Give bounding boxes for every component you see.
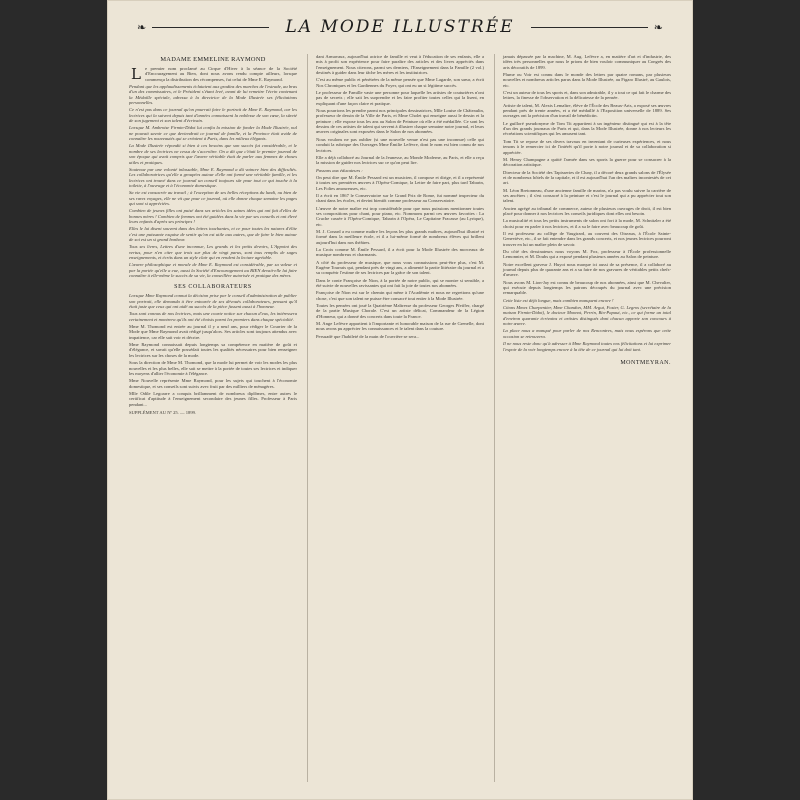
article-paragraph: Passons aux éducateurs : [316,167,363,173]
article-paragraph: dant Armavaux, aujourd'hui actrice de famille et veut à l'éducation de ses enfants, elle a mis à profit son expérience pour faire paraître des articles et des livres appréciés dans l'enseignement. Nous citerons, parmi ses derniers, l'Enseignement dans la Famille (2 vol.) destinés à guider dans leur tâche les mères et les institutrices. [316,54,484,76]
article-paragraph: Lorsque Mme Raymond connut la décision prise par le conseil d'administration de publier son portrait, elle demanda à être entourée de ses dévoués collaborateurs, pensant qu'il était juste que ceux qui ont aidé au succès de la pièce fussent aussi à l'honneur. [129,293,297,310]
drop-cap: L [131,65,141,83]
article-paragraph: La Mode Illustrée répondit si bien à ces besoins que son succès fut considérable, et le nombre de ses lectrices ne cessa de s'accroître. On a dit que c'était le premier journal de son époque qui avait compris que l'œuvre véritable était de parler aux femmes de choses utiles et pratiques. [129,143,297,165]
article-paragraph: La Croix comme M. Émile Pessard, il a écrit pour la Mode Illustrée des morceaux de musique nombreux et charmants. [316,247,484,258]
article-paragraph: L'œuvre philosophique et morale de Mme E. Raymond est considérable, par sa valeur et par la portée qu'elle a eue, aussi la Société d'Encouragement au BIEN devait-elle lui faire connaître à elle-même le succès de sa vie, la conseillère autorisée et pratique des mères. [129,262,297,279]
article-paragraph: Cette liste est déjà longue, mais combien manquent encore ! [503,297,614,303]
article-paragraph: Du côté des dessinateurs nous voyons M. Fox, professeur à l'École professionnelle Lemonnier, et M. Doubs qui a exposé pendant plusieurs années au Salon de peinture. [503,249,671,260]
article-paragraph: Sa vie est consacrée au travail ; à l'exception de ses belles réceptions du lundi, ou bien de ses rares voyages, elle ne vit que pour ce journal, où elle donne chaque semaine les pages qui sont si appréciées. [129,190,297,206]
article-paragraph: Persuadé que l'habileté de la main de l'ouvrière se sera... [316,333,420,339]
column-3 [494,54,671,782]
article-paragraph: Dans le conte Françoise de Nion, à la portée de notre public, qui se montre si sensible, a été suivie de nouvelles ravissantes qui ont fait la joie de toutes nos abonnées. [316,277,484,289]
column-2 [307,54,484,782]
page-sheet [107,0,693,800]
article-paragraph: Lorsque M. Ambroise Firmin-Didot lui confia la mission de fonder la Mode Illustrée, nul ne pouvait savoir ce que deviendrait ce journal de famille, et la Province était avide de connaître les nouveautés qui se créaient à Paris, dans les milieux élégants. [129,125,297,142]
section-subheading: SES COLLABORATEURS [174,284,252,291]
article-paragraph: Soutenue par une volonté inlassable, Mme E. Raymond a dû vaincre bien des difficultés. Les collaboratrices qu'elle a groupées autour d'elle ont formé une véritable famille, et les lectrices ont trouvé dans ce journal un conseil toujours sûr pour tout ce qui touche à la toilette, à l'ouvrage et à l'économie domestique. [129,166,297,188]
article-paragraph: Tom Tit se repose de ses divers travaux en inventant de curieuses expériences, et nous tenons à le remercier ici de l'intérêt qu'il porte à notre journal et de sa collaboration si appréciée. [503,138,671,155]
article-paragraph: C'est au même public et pénétrées de la même pensée que Mme Lagarde, son sœur, a écrit Nos Chroniques et les Gardiennes du Foyer, qui ont eu un si légitime succès. [316,77,484,88]
article-paragraph: Plume ou Voir est connu dans le monde des lettres par quatre romans, par plusieurs nouvelles et nombreux articles parus dans la Mode Illustrée, au Figaro Illustré, au Gaulois, etc. [503,72,671,88]
article-paragraph: L'œuvre de notre maître est trop considérable pour que nous puissions mentionner toutes ses compositions pour chant, pour piano, etc. Nommons parmi ces œuvres favorites : La Cruche cassée à l'Opéra-Comique, Tabarin à l'Opéra, Le Capitaine Fracasse (au Lyrique), etc. [316,205,484,227]
article-paragraph: A côté du professeur de musique, que nous vous connaissions peut-être plus, c'est M. Eugène Tourrais qui, pendant près de vingt ans, a alimenté la partie littéraire du journal et a su conquérir l'estime de ses lectrices par la grâce de son talent. [316,259,484,276]
article-paragraph: C'est un auteur de tous les sports et, dans son admirable, il y a tout ce qui fait le charme des lettres, la finesse de l'observation et la délicatesse de la pensée. [503,90,671,101]
article-paragraph: Il est professeur au collège de Vaugirard, au couvent des Oiseaux, à l'École Sainte-Geneviève, etc., il se fait entendre dans les grands concerts, et nos jeunes lectrices pourront trouver en lui un maître plein de savoir. [503,230,671,247]
masthead [137,12,663,42]
author-signature: MONTMEYRAN. [620,359,671,366]
article-paragraph: Ancien agrégé au tribunal de commerce, auteur de plusieurs ouvrages de droit, il est bien placé pour donner à nos lectrices les conseils juridiques dont elles ont besoin. [503,205,671,216]
article-columns [129,54,671,782]
article-paragraph: Mme Raymond connaissait depuis longtemps sa compétence en matière de goût et d'élégance, et savait qu'elle possédait toutes les qualités nécessaires pour bien renseigner les lectrices sur les choses de la mode. [129,342,297,358]
article-paragraph: Elle a déjà collaboré au Journal de la Jeunesse, au Monde Moderne, au Paris, et elle a reçu la mission de guider nos lectrices sur ce qu'on peut lire. [316,154,484,166]
article-paragraph: Citons Mmes Charpentier, Mme Chandon, MM. Argut, Foster, G. Legros (secrétaire de la maison Firmin-Didot), le docteur Monnot, Perrin, Bio-Papaut, etc., ce qui forme un total d'environ quarante écrivains et artistes distingués dont chacun apporte son concours à notre œuvre. [503,305,671,327]
article-paragraph: Il ne nous reste donc qu'à adresser à Mme Raymond toutes nos félicitations et lui exprimer l'espoir de la voir longtemps encore à la tête de ce journal qui lui doit tant. [503,341,671,352]
article-paragraph: La place nous a manqué pour parler de nos Rencontres, mais nous espérons que cette occasion se retrouvera. [503,328,671,339]
article-paragraph: Le premier nom proclamé au Cirque d'Hiver à la séance de la Société d'Encouragement au Bien, dont nous avons rendu compte ailleurs, lorsque commença la distribution des récompenses, fut celui de Mme E. Raymond. [129,66,297,82]
ornament-left-icon: ❧ [137,20,147,34]
article-paragraph: On peut dire que M. Émile Pessard est un musicien, il compose et dirige, et il a représenté à toutes ses premières œuvres à l'Opéra-Comique, la Lettre de faire part, plus tard Tabarin, Les Folies amoureuses, etc. [316,174,484,191]
article-paragraph: Pendant que les applaudissements éclataient aux gradins des marches de l'estrade, au bras d'un des commissaires, et le Président s'étant levé, avant de lui remettre l'écrin contenant la Médaille spéciale, adressa à la directrice de la Mode Illustrée ses félicitations personnelles. [129,84,297,106]
article-paragraph: Tous ses livres, Lettres d'une inconnue, Les grands et les petits devoirs, L'Appoint des vertus, pour n'en citer que trois sur plus de vingt parus, sont tous remplis de sages enseignements, et écrits dans un style clair qui en rendent la lecture agréable. [129,244,297,260]
article-paragraph: Artiste de talent, M. Alexis Lemaître, élève de l'École des Beaux-Arts, a exposé ses œuvres pendant près de trente années, et a été médaillé à l'Exposition universelle de 1889. Ses ouvrages ont la précision d'un travail de bénédictin. [503,102,671,119]
article-paragraph: Elles le lui disent souvent dans des lettres touchantes, et ce pour toutes les natures d'élite c'est une puissante exquise de sentir qu'on est utile aux autres, que de faire le bien autour de soi est un si grand bonheur. [129,226,297,242]
article-paragraph: Mlle Odile Legoarre a conquis brillamment de nombreux diplômes, entre autres le certificat d'aptitude à l'enseignement secondaire des jeunes filles. Professeur à Paris pendant... [129,390,297,407]
article-paragraph: M. Ange Lefèvre appartient à l'importante et honorable maison de la rue de Grenelle, dont nous avons pu apprécier les connaissances et le talent dans la couture. [316,321,484,332]
article-paragraph: Nous avons M. Lion-Jay est connu de beaucoup de nos abonnées, ainsi que M. Chevalier, qui exécute depuis longtemps les patrons découpés du journal avec une précision remarquable. [503,279,671,296]
column-1 [129,54,297,782]
article-paragraph: M. Léon Bretonneau, d'une ancienne famille de marins, n'a pas voulu suivre la carrière de ses ancêtres ; il s'est consacré à la peinture et c'est le journal qui a pu apprécier tout son talent. [503,187,671,204]
article-paragraph: Mme Nouvelle représente Mme Raymond, pour les sujets qui touchent à l'économie domestique, et ses conseils sont suivis avec fruit par des milliers de ménagères. [129,378,297,389]
article-paragraph: Le professeur de Famille vaste une personne pour laquelle les artistes de couturières n'ont pas de secrets ; elle sait les surprendre et les faire profiter toutes celles qui la lisent, en expliquant d'une façon claire et pratique. [316,90,484,106]
masthead-title: LA MODE ILLUSTRÉE [285,17,515,37]
article-heading: MADAME EMMELINE RAYMOND [160,56,266,63]
article-paragraph: Toutes les pensées ont joué la Quatrième Maîtresse du professeur Georges Pfeiffer, chargé de la partie Musique Chorale. C'est un artiste délicat, Commandeur de la Légion d'Honneur, qui a donné des concerts dans toute la France. [316,303,484,319]
article-paragraph: Ce n'est pas dans ce journal qu'on pourrait faire le portrait de Mme E. Raymond, car les lectrices qui la suivent depuis tant d'années connaissent la noblesse de son cœur, la sûreté de son jugement et son talent d'écrivain. [129,107,297,124]
masthead-rule-left [152,27,269,28]
article-paragraph: Tous sont connus de nos lectrices, mais une courte notice sur chacun d'eux, les intéressera certainement et montrera qu'ils ont été choisis parmi les premiers dans chaque spécialité. [129,311,297,322]
article-paragraph: M. Henry Champagne a quitté l'armée dans ses sports la guerre pour se consacrer à la décoration artistique. [503,156,671,168]
article-paragraph: M. J. Conard a eu comme maître les leçons les plus grands maîtres, aujourd'hui illustré et formé dans la meilleure école, et il a lui-même formé de nombreux élèves qui brillent aujourd'hui dans nos théâtres. [316,228,484,245]
article-paragraph: Directeur de la Société des Tapisseries de Cluny, il a décoré deux grands salons de l'Élysée et de nombreux hôtels de la capitale, et il est aujourd'hui l'un des maîtres incontestés de cet art. [503,169,671,186]
ornament-right-icon: ❧ [653,20,663,34]
article-paragraph: Nous voulons ne pas oublier (si une nouvelle venue n'est pas une inconnue) celle qui conduit la rubrique des Ouvrages Mme Émilie Lefèvre, dont le nom est bien connu de nos lectrices. [316,136,484,153]
article-paragraph: Notre excellent graveur J. Huyot nous marque ici aussi de sa présence, il a collaboré au journal depuis plus de quarante ans et a su faire de nos gravures de véritables petits chefs-d'œuvre. [503,261,671,278]
article-paragraph: Mme M. Thomond est entrée au journal il y a neuf ans, pour rédiger le Courrier de la Mode que Mme Raymond avait rédigé jusqu'alors. Ses articles sont toujours attendus avec impatience, car elle sait voir et décrire. [129,324,297,340]
article-paragraph: La musicalité et tous les petits instruments de salon ont fort à la mode, M. Schnitzler a été choisi pour en parler à nos lectrices, et il a su le faire avec beaucoup de goût. [503,218,671,229]
supplement-footer: SUPPLÉMENT AU Nº 25. — 1899. [129,409,197,415]
article-paragraph: Combien de jeunes filles ont puisé dans ses articles les saines idées qui ont fait d'elles de bonnes mères ! Combien de femmes ont été guidées dans la vie par ses conseils et ont élevé leurs enfants d'après ses principes ! [129,208,297,224]
article-paragraph: Le guilloré pseudonyme de Tom Tit appartient à un ingénieur distingué qui est à la tête d'un des grands journaux de Paris et qui, dans la Mode Illustrée, donne à nos lecteurs les récréations scientifiques qui les amusent tant. [503,120,671,137]
masthead-rule-right [531,27,648,28]
article-paragraph: Il a écrit en 1867 le Conservatoire sur le Grand Prix de Rome, fut nommé inspecteur du chant dans les écoles, et devint bientôt comme professeur au Conservatoire. [316,192,484,204]
article-paragraph: Nous pourrions les prendre parmi nos principales dessinatrices, Mlle Louise de Châteaulin, professeur de dessin de la Ville de Paris, et Mme Cholet qui enseigne aussi le dessin et la peinture ; elle expose tous les ans au Salon de Peinture où elle a été médaillée. Ce sont les dessins de ces artistes de talent qui servent à illustrer chaque semaine notre journal, et leurs œuvres originales sont exposées dans le Salon de nos abonnées. [316,108,484,135]
article-paragraph: Sous la direction de Mme M. Thomond, que la mode lui permet de voir les modes les plus nouvelles et les plus belles, elle sait se mettre à la portée de toutes ses lectrices et indiquer les moyens d'allier l'économie à l'élégance. [129,360,297,376]
article-paragraph: Françoise de Nion est sur le chemin qui mène à l'Académie et nous ne regrettons qu'une chose, c'est que son talent ne puisse être consacré tout entier à la Mode Illustrée. [316,290,484,301]
article-paragraph: jamais dépassée par la machine, M. Aug. Lefèvre a, en matière d'art et d'industrie, des idées très personnelles que nous le prions de bien vouloir communiquer au Congrès des arts décoratifs de 1899. [503,54,671,70]
